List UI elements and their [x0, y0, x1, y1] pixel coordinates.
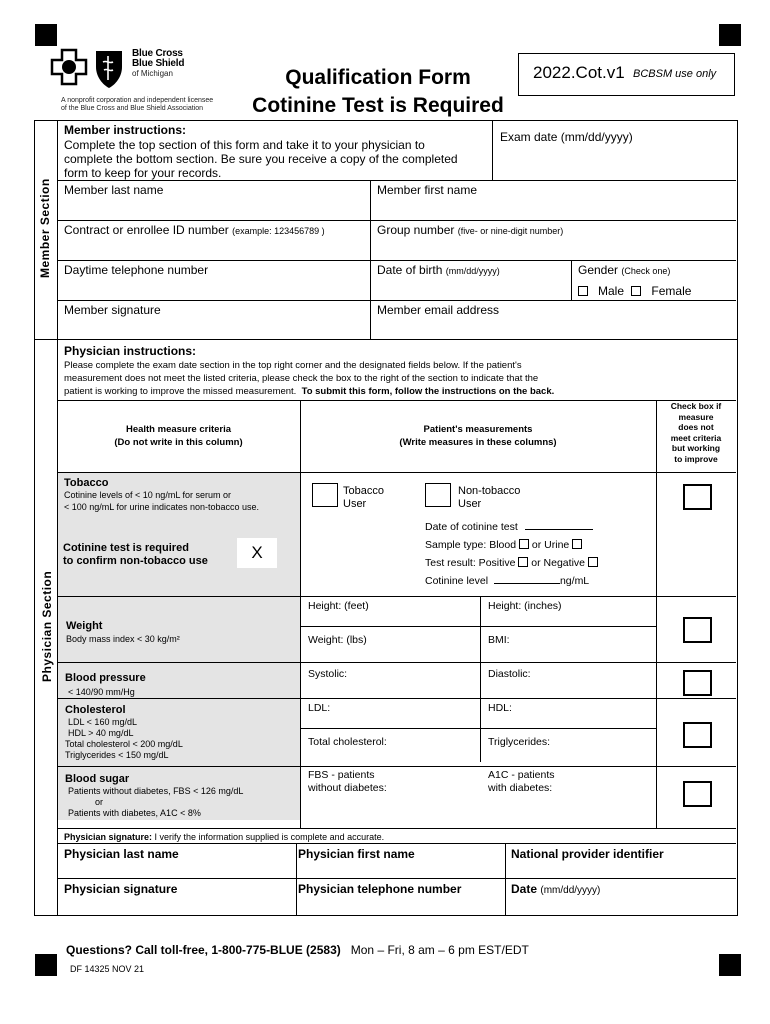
dob-label: Date of birth: [377, 263, 443, 277]
col3-line3: does not: [678, 422, 714, 432]
height-inches-label: Height: (inches): [488, 600, 562, 612]
physician-date-hint: (mm/dd/yyyy): [540, 885, 601, 896]
bcbsm-use-only: BCBSM use only: [633, 68, 717, 80]
tobacco-criteria-line1: Cotinine levels of < 10 ng/mL for serum or: [64, 490, 231, 500]
daytime-phone-label: Daytime telephone number: [64, 263, 209, 277]
cross-shield-icon: [50, 48, 130, 92]
tobacco-improve-checkbox[interactable]: [683, 484, 712, 510]
registration-mark-bottom-left: [35, 954, 57, 976]
nonprofit-line1: A nonprofit corporation and independent licensee: [61, 97, 214, 104]
physician-section-label: Physician Section: [40, 570, 54, 682]
questions-hours: Mon – Fri, 8 am – 6 pm EST/EDT: [350, 943, 529, 957]
bp-improve-checkbox[interactable]: [683, 670, 712, 696]
total-chol-label: Total cholesterol:: [308, 736, 387, 748]
member-section-label: Member Section: [38, 178, 52, 278]
non-tobacco-line2: User: [458, 498, 482, 510]
form-title: Qualification Form: [285, 66, 471, 89]
sugar-criteria-or: or: [95, 797, 104, 807]
form-subtitle: Cotinine Test is Required: [252, 94, 504, 117]
dob-field[interactable]: [377, 263, 500, 278]
triglycerides-label: Triglycerides:: [488, 736, 551, 748]
logo-text-line3: of Michigan: [132, 69, 173, 78]
chol-criteria-3: Total cholesterol < 200 mg/dL: [65, 739, 183, 749]
chol-criteria-1: LDL < 160 mg/dL: [68, 717, 137, 727]
female-checkbox[interactable]: [631, 286, 641, 296]
cotinine-date-label: Date of cotinine test: [425, 521, 518, 533]
physician-instructions-line3: [64, 386, 554, 398]
physician-last-name-field[interactable]: [64, 847, 179, 861]
member-first-name-field[interactable]: [377, 183, 477, 197]
sugar-criteria-1: Patients without diabetes, FBS < 126 mg/dL: [68, 786, 244, 796]
member-signature-label: Member signature: [64, 303, 161, 317]
npi-field[interactable]: [511, 847, 664, 861]
gender-label: Gender: [578, 263, 619, 277]
tobacco-required-line2: to confirm non-tobacco use: [63, 555, 208, 567]
weight-criteria: Body mass index < 30 kg/m²: [66, 634, 180, 644]
tobacco-criteria-line2: < 100 ng/mL for urine indicates non-tobacco use.: [64, 502, 260, 512]
result-negative-label: or Negative: [531, 557, 585, 569]
sample-urine-label: or Urine: [531, 539, 570, 551]
version-box: [518, 53, 735, 96]
registration-mark-top-left: [35, 24, 57, 46]
chol-improve-checkbox[interactable]: [683, 722, 712, 748]
col-health-criteria-note: (Do not write in this column): [114, 437, 243, 448]
height-inches-field[interactable]: [488, 599, 562, 613]
col3-line1: Check box if: [670, 401, 722, 411]
a1c-line2: with diabetes:: [488, 782, 553, 794]
bp-criteria: < 140/90 mm/Hg: [68, 687, 135, 697]
non-tobacco-line1: Non-tobacco: [458, 485, 521, 497]
sugar-criteria-2: Patients with diabetes, A1C < 8%: [68, 808, 201, 818]
physician-attestation: [64, 830, 384, 844]
cotinine-date-field[interactable]: [425, 520, 593, 534]
ldl-label: LDL:: [308, 702, 331, 714]
member-email-field[interactable]: [377, 303, 499, 317]
physician-date-label: Date: [511, 882, 538, 896]
logo-text-line2: Blue Shield: [132, 58, 185, 69]
weight-lbs-field[interactable]: [308, 633, 367, 647]
physician-last-name-label: Physician last name: [64, 847, 179, 861]
col3-line6: to improve: [674, 453, 718, 464]
a1c-field[interactable]: [488, 769, 555, 795]
a1c-line1: A1C - patients: [488, 769, 555, 781]
bmi-field[interactable]: [488, 633, 510, 647]
physician-instructions-heading: Physician instructions:: [64, 344, 197, 358]
footer-questions: [66, 943, 529, 957]
physician-phone-label: Physician telephone number: [298, 882, 462, 896]
fbs-line2: without diabetes:: [308, 782, 387, 794]
chol-title: Cholesterol: [65, 704, 126, 716]
sample-blood-checkbox[interactable]: [519, 539, 529, 549]
chol-criteria-4: Triglycerides < 150 mg/dL: [65, 750, 169, 760]
tobacco-user-line2: User: [343, 498, 367, 510]
sample-type-label: Sample type: Blood: [425, 539, 517, 551]
fbs-field[interactable]: [308, 769, 387, 795]
member-instructions-line2: complete the bottom section. Be sure you receive a copy of the completed: [64, 152, 458, 166]
weight-lbs-label: Weight: (lbs): [308, 634, 367, 646]
diastolic-field[interactable]: [488, 667, 531, 681]
tobacco-user-label: [343, 485, 384, 511]
non-tobacco-user-checkbox[interactable]: [425, 483, 451, 507]
npi-label: National provider identifier: [511, 847, 664, 861]
physician-signature-label: Physician signature: [64, 882, 178, 896]
col3-line2: measure: [678, 411, 714, 422]
member-instructions-line1: Complete the top section of this form and take it to your physician to: [64, 138, 425, 152]
hdl-field[interactable]: [488, 701, 512, 715]
height-feet-field[interactable]: [308, 599, 369, 613]
form-id: DF 14325 NOV 21: [70, 964, 145, 974]
diastolic-label: Diastolic:: [488, 668, 531, 680]
chol-criteria-2: HDL > 40 mg/dL: [68, 728, 134, 738]
physician-phone-field[interactable]: [298, 882, 461, 896]
tobacco-user-checkbox[interactable]: [312, 483, 338, 507]
exam-date-field[interactable]: [500, 130, 633, 144]
contract-id-example: (example: 123456789 ): [232, 226, 325, 236]
physician-first-name-label: Physician first name: [298, 847, 415, 861]
physician-instructions-line2: measurement does not meet the listed criteria, please check the box to the right of the section to indicate that the: [64, 373, 539, 384]
triglycerides-field[interactable]: [488, 735, 550, 749]
test-result-row: [425, 556, 598, 570]
col-patient-measures-note: (Write measures in these columns): [399, 437, 557, 448]
sample-urine-checkbox[interactable]: [572, 539, 582, 549]
version-code: 2022.Cot.v1: [533, 63, 625, 82]
group-number-label: Group number: [377, 223, 455, 237]
bp-title: Blood pressure: [65, 672, 146, 684]
physician-sig-text: I verify the information supplied is complete and accurate.: [152, 832, 385, 842]
tobacco-required-line1: Cotinine test is required: [63, 542, 189, 554]
member-last-name-field[interactable]: [64, 183, 163, 197]
physician-sig-label: Physician signature:: [64, 832, 153, 842]
nonprofit-line2: of the Blue Cross and Blue Shield Association: [61, 105, 204, 112]
hdl-label: HDL:: [488, 702, 512, 714]
female-label: Female: [651, 284, 692, 298]
group-number-hint: (five- or nine-digit number): [457, 226, 564, 236]
physician-instructions-line1: Please complete the exam date section in the top right corner and the designated fields below. If the patient's: [64, 360, 522, 371]
weight-improve-checkbox[interactable]: [683, 617, 712, 643]
tobacco-user-line1: Tobacco: [343, 485, 384, 497]
tobacco-required-mark: X: [237, 538, 277, 568]
sugar-improve-checkbox[interactable]: [683, 781, 712, 807]
physician-instructions-line3a: patient is working to improve the missed measurement.: [64, 386, 297, 397]
registration-mark-top-right: [719, 24, 741, 46]
group-number-field[interactable]: [377, 223, 563, 238]
logo-text-line1: Blue Cross: [132, 48, 183, 59]
physician-date-field[interactable]: [511, 882, 600, 898]
result-positive-checkbox[interactable]: [518, 557, 528, 567]
registration-mark-bottom-right: [719, 954, 741, 976]
contract-id-label: Contract or enrollee ID number: [64, 223, 229, 237]
col3-line5: but working: [671, 443, 721, 453]
col-patient-measures-title: Patient's measurements: [423, 424, 533, 435]
ldl-field[interactable]: [308, 701, 330, 715]
non-tobacco-user-label: [458, 485, 520, 511]
weight-title: Weight: [66, 620, 103, 632]
physician-signature-field[interactable]: [64, 882, 177, 896]
sugar-title: Blood sugar: [65, 773, 130, 785]
dob-hint: (mm/dd/yyyy): [445, 266, 500, 276]
cotinine-level-field[interactable]: [425, 574, 589, 588]
gender-hint: (Check one): [621, 266, 671, 276]
member-signature-field[interactable]: [64, 303, 161, 317]
col-check-box-header: [656, 401, 736, 464]
result-negative-checkbox[interactable]: [588, 557, 598, 567]
cotinine-level-label: Cotinine level: [425, 575, 489, 587]
male-label: Male: [598, 284, 625, 298]
col3-line4: meet criteria: [670, 432, 722, 443]
physician-instructions-line3b: To submit this form, follow the instructions on the back.: [301, 386, 555, 397]
systolic-label: Systolic:: [308, 668, 348, 680]
tobacco-title: Tobacco: [64, 477, 109, 489]
member-first-name-label: Member first name: [377, 183, 478, 197]
systolic-field[interactable]: [308, 667, 347, 681]
daytime-phone-field[interactable]: [64, 263, 208, 277]
member-instructions-heading: Member instructions:: [64, 123, 187, 137]
test-result-label: Test result: Positive: [425, 557, 516, 569]
bcbs-logo: [50, 48, 130, 97]
total-chol-field[interactable]: [308, 735, 387, 749]
member-instructions-line3: form to keep for your records.: [64, 166, 222, 180]
gender-label-group: [578, 263, 670, 278]
male-checkbox[interactable]: [578, 286, 588, 296]
gender-options: [578, 284, 691, 298]
exam-date-label: Exam date (mm/dd/yyyy): [500, 130, 633, 144]
sample-type-row: [425, 538, 582, 552]
contract-id-field[interactable]: [64, 223, 325, 238]
questions-phone: Questions? Call toll-free, 1-800-775-BLUE (2583): [66, 943, 341, 957]
physician-first-name-field[interactable]: [298, 847, 415, 861]
cotinine-unit: ng/mL: [559, 575, 590, 587]
member-email-label: Member email address: [377, 303, 500, 317]
height-feet-label: Height: (feet): [308, 600, 369, 612]
member-last-name-label: Member last name: [64, 183, 164, 197]
fbs-line1: FBS - patients: [308, 769, 375, 781]
col-health-criteria-title: Health measure criteria: [125, 424, 232, 435]
bmi-label: BMI:: [488, 634, 510, 646]
